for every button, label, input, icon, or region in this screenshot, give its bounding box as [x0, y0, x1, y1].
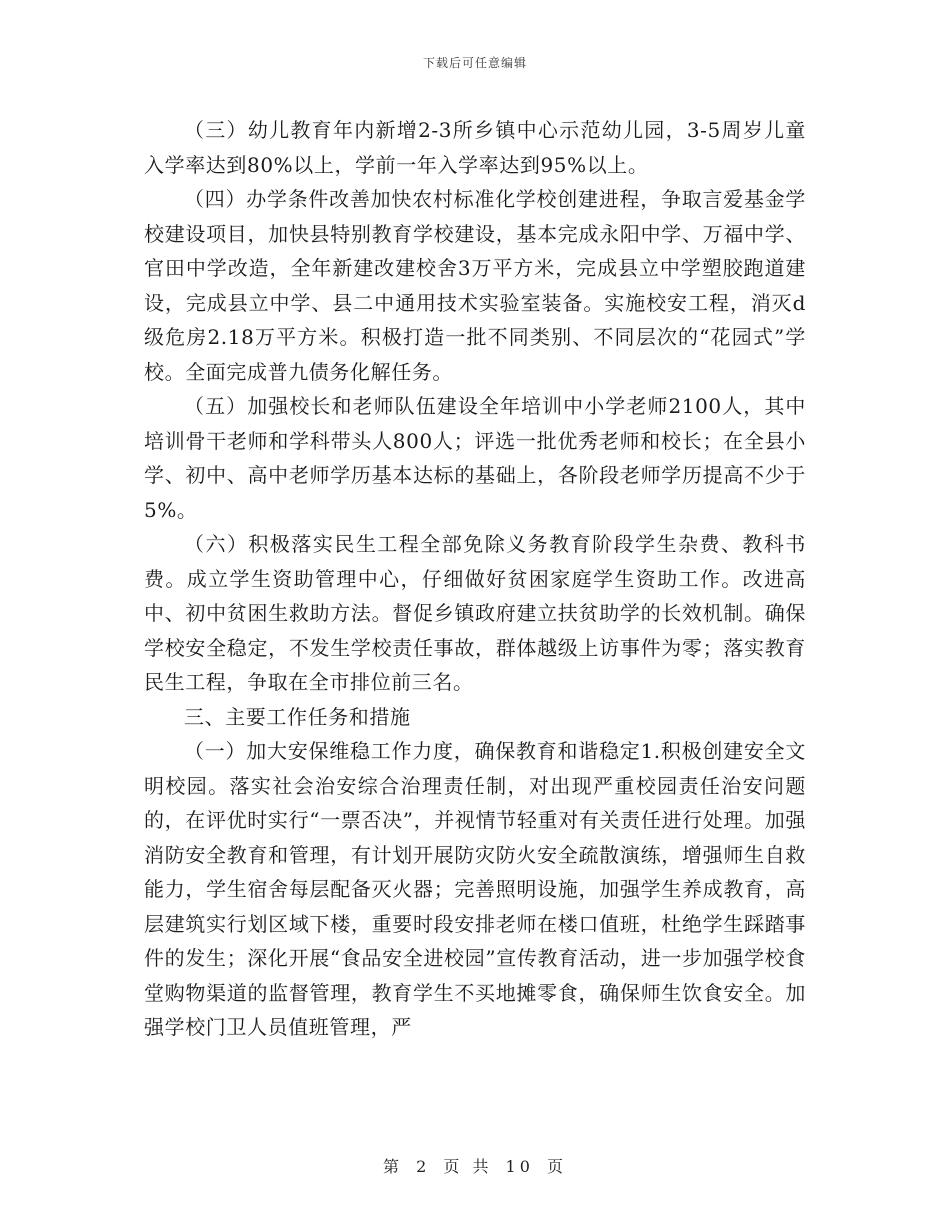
header-note: 下载后可任意编辑 [422, 56, 527, 70]
footer-prefix: 第 [382, 1157, 403, 1176]
paragraph-livelihood: （六）积极落实民生工程全部免除义务教育阶段学生杂费、教科书费。成立学生资助管理中心，仔细做好贫困家庭学生资助工作。改进高中、初中贫困生救助方法。督促乡镇政府建立扶贫助学的长效机制。确保学校安全稳定，不发生学校责任事故，群体越级上访事件为零；落实教育民生工程，争取在全市排位前三名。 [144, 532, 806, 694]
paragraph-teacher-training: （五）加强校长和老师队伍建设全年培训中小学老师2100人，其中培训骨干老师和学科带头人800人；评选一批优秀老师和校长；在全县小学、初中、高中老师学历基本达标的基础上，各阶段老师学历提高不少于5%。 [144, 394, 806, 522]
paragraph-school-conditions: （四）办学条件改善加快农村标准化学校创建进程，争取言爱基金学校建设项目，加快县特别教育学校建设，基本完成永阳中学、万福中学、官田中学改造，全年新建改建校舍3万平方米，完成县立中学塑胶跑道建设，完成县立中学、县二中通用技术实验室装备。实施校安工程，消灭d级危房2.18万平方米。积极打造一批不同类别、不同层次的“花园式”学校。全面完成普九债务化解任务。 [144, 187, 806, 384]
footer-current-page: 2 [416, 1157, 431, 1176]
footer-suffix: 页 [547, 1157, 568, 1176]
page-footer [0, 1154, 950, 1177]
section-heading-tasks: 三、主要工作任务和措施 [184, 704, 411, 729]
footer-total-pages: 10 [505, 1157, 534, 1176]
paragraph-safety: （一）加大安保维稳工作力度，确保教育和谐稳定1.积极创建安全文明校园。落实社会治安综合治理责任制，对出现严重校园责任治安问题的，在评优时实行“一票否决”，并视情节轻重对有关责任进行处理。加强消防安全教育和管理，有计划开展防灾防火安全疏散演练，增强师生自救能力，学生宿舍每层配备灭火器；完善照明设施，加强学生养成教育，高层建筑实行划区域下楼，重要时段安排老师在楼口值班，杜绝学生踩踏事件的发生；深化开展“食品安全进校园”宣传教育活动，进一步加强学校食堂购物渠道的监督管理，教育学生不买地摊零食，确保师生饮食安全。加强学校门卫人员值班管理，严 [144, 739, 806, 1039]
paragraph-preschool: （三）幼儿教育年内新增2-3所乡镇中心示范幼儿园，3-5周岁儿童入学率达到80%以上，学前一年入学率达到95%以上。 [144, 118, 806, 177]
document-body [144, 113, 806, 1045]
footer-middle: 页 共 [443, 1157, 493, 1176]
